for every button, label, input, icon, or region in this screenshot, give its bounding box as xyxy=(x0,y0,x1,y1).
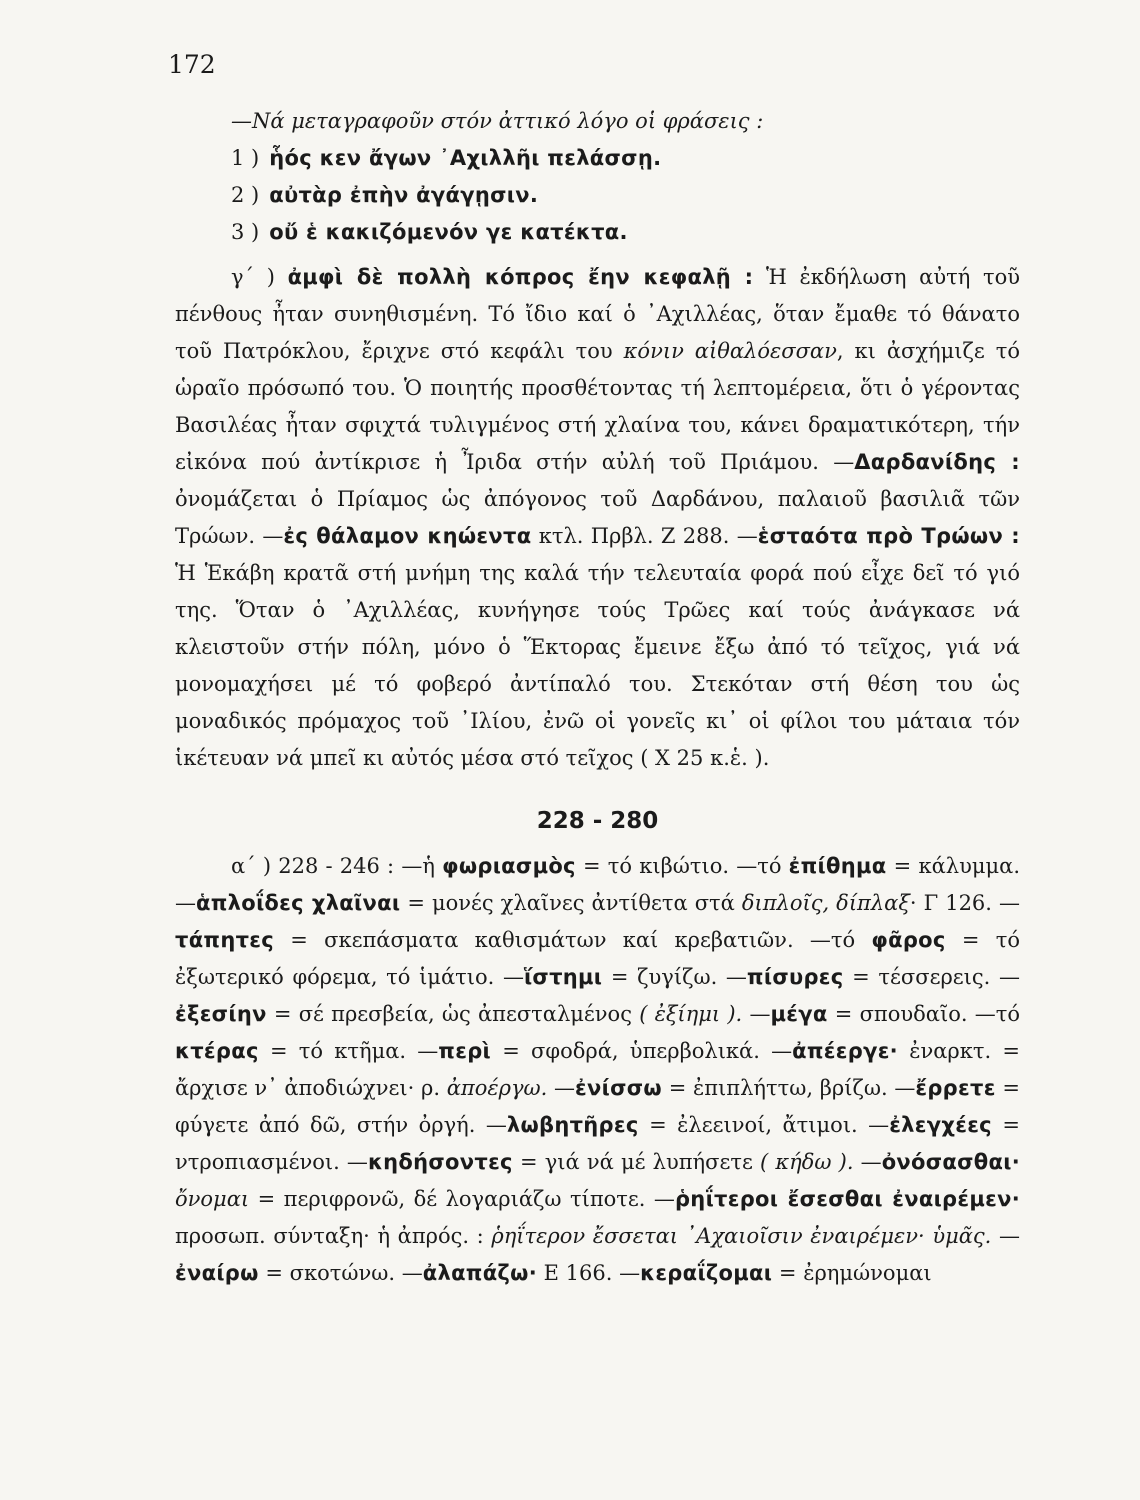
commentary-paragraph xyxy=(175,259,1020,777)
lemma: ἐλεγχέες xyxy=(889,1113,992,1137)
commentary-label: γ΄ ) xyxy=(231,265,275,289)
quote: κόνιν αἰθαλόεσσαν xyxy=(623,339,837,363)
definition: ἐναρκτ. = ἄρχισε ν᾿ ἀποδιώχνει· ρ. xyxy=(175,1039,1020,1100)
exercise-item xyxy=(175,140,1020,177)
definition: — xyxy=(991,1224,1020,1248)
quote: ῥηΐτερον ἔσσεται ᾿Αχαιοῖσιν ἐναιρέμεν· ὑμᾶς. xyxy=(491,1224,992,1248)
glossary-paragraph xyxy=(175,848,1020,1292)
definition: = περιφρονῶ, δέ λογαριάζω τίποτε. — xyxy=(249,1187,675,1211)
lemma: φᾶρος xyxy=(871,928,946,952)
lemma: ἐς θάλαμον κηώεντα xyxy=(283,524,532,548)
quote: ὄνομαι xyxy=(175,1187,250,1211)
note-text: Ἡ Ἑκάβη κρατᾶ στή μνήμη της καλά τήν τελευταία φορά πού εἶχε δεῖ τό γιό της. Ὅταν ὁ ᾿Αχιλλέας, κυνήγησε τούς Τρῶες καί τούς ἀνάγκασε νά κλειστοῦν στήν πόλη, μόνο ὁ Ἕκτορας ἔμεινε ἔξω ἀπό τό τεῖχος, γιά νά μονομαχήσει μέ τό φοβερό ἀντίπαλό του. Στεκόταν στή θέση του ὡς μοναδικός πρόμαχος τοῦ ᾿Ιλίου, ἐνῶ οἱ γονεῖς κι᾿ οἱ φίλοι του μάταια τόν ἱκέτευαν νά μπεῖ κι αὐτός μέσα στό τεῖχος ( Χ 25 κ.ἑ. ). xyxy=(175,561,1020,770)
definition: = τό κιβώτιο. —τό xyxy=(575,854,789,878)
definition: = φύγετε ἀπό δῶ, στήν ὀργή. — xyxy=(175,1076,1020,1137)
lemma: περὶ xyxy=(438,1039,492,1063)
item-text: αὐτὰρ ἐπὴν ἀγάγῃσιν. xyxy=(269,183,539,207)
quote: ( κήδω ). xyxy=(760,1150,854,1174)
definition: = σπουδαῖο. —τό xyxy=(827,1002,1020,1026)
lemma: ὀνόσασθαι· xyxy=(881,1150,1020,1174)
lemma: λωβητῆρες xyxy=(506,1113,639,1137)
lemma: κεραΐζομαι xyxy=(640,1261,773,1285)
definition: = τέσσερεις. — xyxy=(843,965,1020,989)
lemma: πίσυρες xyxy=(746,965,844,989)
item-number: 1 ) xyxy=(231,146,260,170)
quote: διπλοῖς, δίπλαξ xyxy=(741,891,910,915)
definition: = τό κτῆμα. — xyxy=(258,1039,439,1063)
definition: — xyxy=(742,1002,771,1026)
lemma: τάπητες xyxy=(175,928,275,952)
lemma: ἐνίσσω xyxy=(575,1076,662,1100)
lemma: ἵστημι xyxy=(523,965,603,989)
definition: = ἐπιπλήττω, βρίζω. — xyxy=(661,1076,916,1100)
lemma: ἐναίρω xyxy=(175,1261,259,1285)
lemma: ἀλαπάζω· xyxy=(422,1261,537,1285)
definition: = ἐλεεινοί, ἄτιμοι. — xyxy=(638,1113,890,1137)
definition: προσωπ. σύνταξη· ἡ ἀπρός. : xyxy=(175,1224,492,1248)
definition: — xyxy=(547,1076,576,1100)
definition: = σκεπάσματα καθισμάτων καί κρεβατιῶν. —τό xyxy=(274,928,872,952)
definition: = γιά νά μέ λυπήσετε xyxy=(512,1150,760,1174)
lemma: κηδήσοντες xyxy=(367,1150,513,1174)
exercise-intro: —Νά μεταγραφοῦν στόν ἀττικό λόγο οἱ φράσεις : xyxy=(231,109,764,133)
item-number: 3 ) xyxy=(231,220,260,244)
definition: = ντροπιασμένοι. — xyxy=(175,1113,1020,1174)
exercise-item xyxy=(175,214,1020,251)
definition: · Γ 126. — xyxy=(909,891,1020,915)
lemma: ἁπλοΐδες χλαῖναι xyxy=(196,891,401,915)
lemma: ῥηΐτεροι ἔσεσθαι ἐναιρέμεν· xyxy=(674,1187,1020,1211)
lemma: ἔρρετε xyxy=(915,1076,996,1100)
lemma: μέγα xyxy=(770,1002,828,1026)
definition: Ε 166. — xyxy=(536,1261,641,1285)
quote: ἀποέργω. xyxy=(446,1076,548,1100)
definition: — xyxy=(853,1150,882,1174)
definition: = σέ πρεσβεία, ὡς ἀπεσταλμένος xyxy=(266,1002,640,1026)
definition: = τό ἐξωτερικό φόρεμα, τό ἱμάτιο. — xyxy=(175,928,1020,989)
glossary-label: α΄ ) 228 - 246 : —ἡ xyxy=(231,854,443,878)
definition: = σκοτώνω. — xyxy=(258,1261,423,1285)
lemma: ἑσταότα πρὸ Τρώων : xyxy=(757,524,1021,548)
lemma: ἀπέεργε· xyxy=(792,1039,898,1063)
lemma: φωριασμὸς xyxy=(442,854,576,878)
item-text: οὔ ἑ κακιζόμενόν γε κατέκτα. xyxy=(269,220,628,244)
item-text: ἧός κεν ἄγων ᾿Αχιλλῆι πελάσσῃ. xyxy=(269,146,662,170)
note-text: ὀνομάζεται ὁ Πρίαμος ὡς ἀπόγονος τοῦ Δαρδάνου, παλαιοῦ βασιλιᾶ τῶν Τρώων. — xyxy=(175,487,1020,548)
note-text: , κι ἀσχήμιζε τό ὡραῖο πρόσωπό του. Ὁ ποιητής προσθέτοντας τή λεπτομέρεια, ὅτι ὁ γέροντας Βασιλέας ἦταν σφιχτά τυλιγμένος στή χλαίνα του, κάνει δραματικότερη, τήν εἰκόνα πού ἀντίκρισε ἡ Ἶριδα στήν αὐλή τοῦ Πριάμου. — xyxy=(175,339,1020,474)
definition: = μονές χλαῖνες ἀντίθετα στά xyxy=(400,891,742,915)
page-content xyxy=(175,103,1020,1292)
lemma: Δαρδανίδης : xyxy=(854,450,1020,474)
definition: = κάλυμμα. — xyxy=(175,854,1020,915)
definition: = σφοδρά, ὑπερβολικά. — xyxy=(491,1039,793,1063)
section-heading: 228 - 280 xyxy=(536,808,659,834)
page-number: 172 xyxy=(168,50,216,79)
definition: = ἐρημώνομαι xyxy=(772,1261,932,1285)
note-text: κτλ. Πρβλ. Ζ 288. — xyxy=(531,524,758,548)
lemma: ἀμφὶ δὲ πολλὴ κόπρος ἔην κεφαλῇ : xyxy=(287,265,754,289)
lemma: κτέρας xyxy=(175,1039,259,1063)
quote: ( ἐξίημι ). xyxy=(639,1002,743,1026)
lemma: ἐξεσίην xyxy=(175,1002,267,1026)
item-number: 2 ) xyxy=(231,183,260,207)
note-text: Ἡ ἐκδήλωση αὐτή τοῦ πένθους ἦταν συνηθισμένη. Τό ἴδιο καί ὁ ᾿Αχιλλέας, ὅταν ἔμαθε τό θάνατο τοῦ Πατρόκλου, ἔριχνε στό κεφάλι του xyxy=(175,265,1020,363)
exercise-item xyxy=(175,177,1020,214)
lemma: ἐπίθημα xyxy=(788,854,887,878)
definition: = ζυγίζω. — xyxy=(602,965,747,989)
